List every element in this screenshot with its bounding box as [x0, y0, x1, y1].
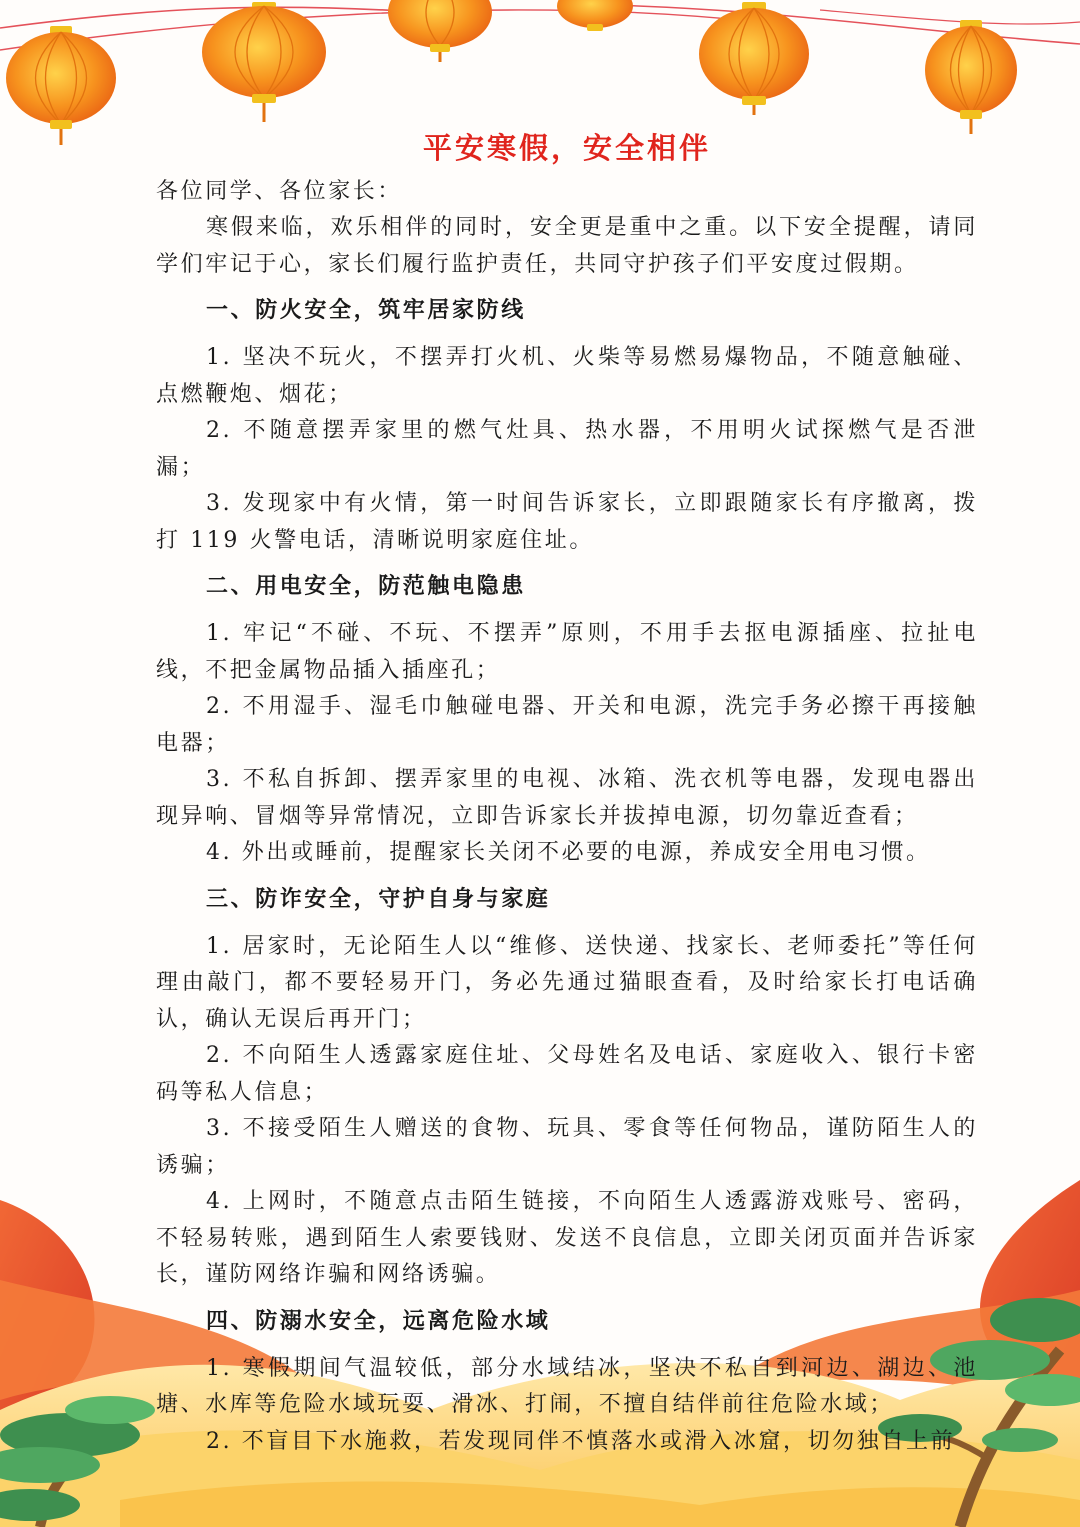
list-item: 1. 坚决不玩火，不摆弄打火机、火柴等易燃易爆物品，不随意触碰、点燃鞭炮、烟花；: [156, 345, 978, 407]
list-item: 1. 寒假期间气温较低，部分水域结冰，坚决不私自到河边、湖边、池塘、水库等危险水域玩耍、滑冰、打闹，不擅自结伴前往危险水域；: [156, 1355, 978, 1417]
section-heading-fraud: 三、防诈安全，守护自身与家庭: [206, 885, 551, 912]
list-item: 3. 发现家中有火情，第一时间告诉家长，立即跟随家长有序撤离，拨打 119 火警电话，清晰说明家庭住址。: [156, 491, 978, 553]
lantern-icon: [699, 2, 809, 115]
list-item: 2. 不用湿手、湿毛巾触碰电器、开关和电源，洗完手务必擦干再接触电器；: [156, 694, 978, 756]
notice-content: [156, 122, 978, 1460]
section-heading-fire: 一、防火安全，筑牢居家防线: [206, 297, 526, 323]
intro-paragraph: 寒假来临，欢乐相伴的同时，安全更是重中之重。以下安全提醒，请同学们牢记于心，家长们履行监护责任，共同守护孩子们平安度过假期。: [156, 215, 978, 277]
section-heading-drowning: 四、防溺水安全，远离危险水域: [206, 1307, 551, 1334]
lantern-icon: [388, 0, 492, 62]
list-item: 2. 不向陌生人透露家庭住址、父母姓名及电话、家庭收入、银行卡密码等私人信息；: [156, 1043, 978, 1105]
list-item: 4. 外出或睡前，提醒家长关闭不必要的电源，养成安全用电习惯。: [206, 840, 931, 865]
list-item: 3. 不接受陌生人赠送的食物、玩具、零食等任何物品，谨防陌生人的诱骗；: [156, 1116, 978, 1178]
list-item: 2. 不盲目下水施救，若发现同伴不慎落水或滑入冰窟，切勿独自上前: [206, 1428, 956, 1454]
list-item: 1. 牢记“不碰、不玩、不摆弄”原则，不用手去抠电源插座、拉扯电线，不把金属物品插入插座孔；: [156, 621, 978, 683]
list-item: 4. 上网时，不随意点击陌生链接，不向陌生人透露游戏账号、密码，不轻易转账，遇到陌生人索要钱财、发送不良信息，立即关闭页面并告诉家长，谨防网络诈骗和网络诱骗。: [156, 1189, 978, 1287]
lantern-icon: [557, 0, 633, 31]
lantern-icon: [202, 2, 326, 122]
list-item: 3. 不私自拆卸、摆弄家里的电视、冰箱、洗衣机等电器，发现电器出现异响、冒烟等异常情况，立即告诉家长并拔掉电源，切勿靠近查看；: [156, 767, 978, 829]
list-item: 2. 不随意摆弄家里的燃气灶具、热水器，不用明火试探燃气是否泄漏；: [156, 418, 978, 480]
section-heading-electricity: 二、用电安全，防范触电隐患: [206, 573, 526, 599]
greeting: 各位同学、各位家长：: [156, 179, 403, 204]
lantern-icon: [6, 26, 116, 145]
list-item: 1. 居家时，无论陌生人以“维修、送快递、找家长、老师委托”等任何理由敲门，都不要轻易开门，务必先通过猫眼查看，及时给家长打电话确认，确认无误后再开门；: [156, 933, 978, 1032]
page-title: 平安寒假，安全相伴: [422, 131, 711, 165]
